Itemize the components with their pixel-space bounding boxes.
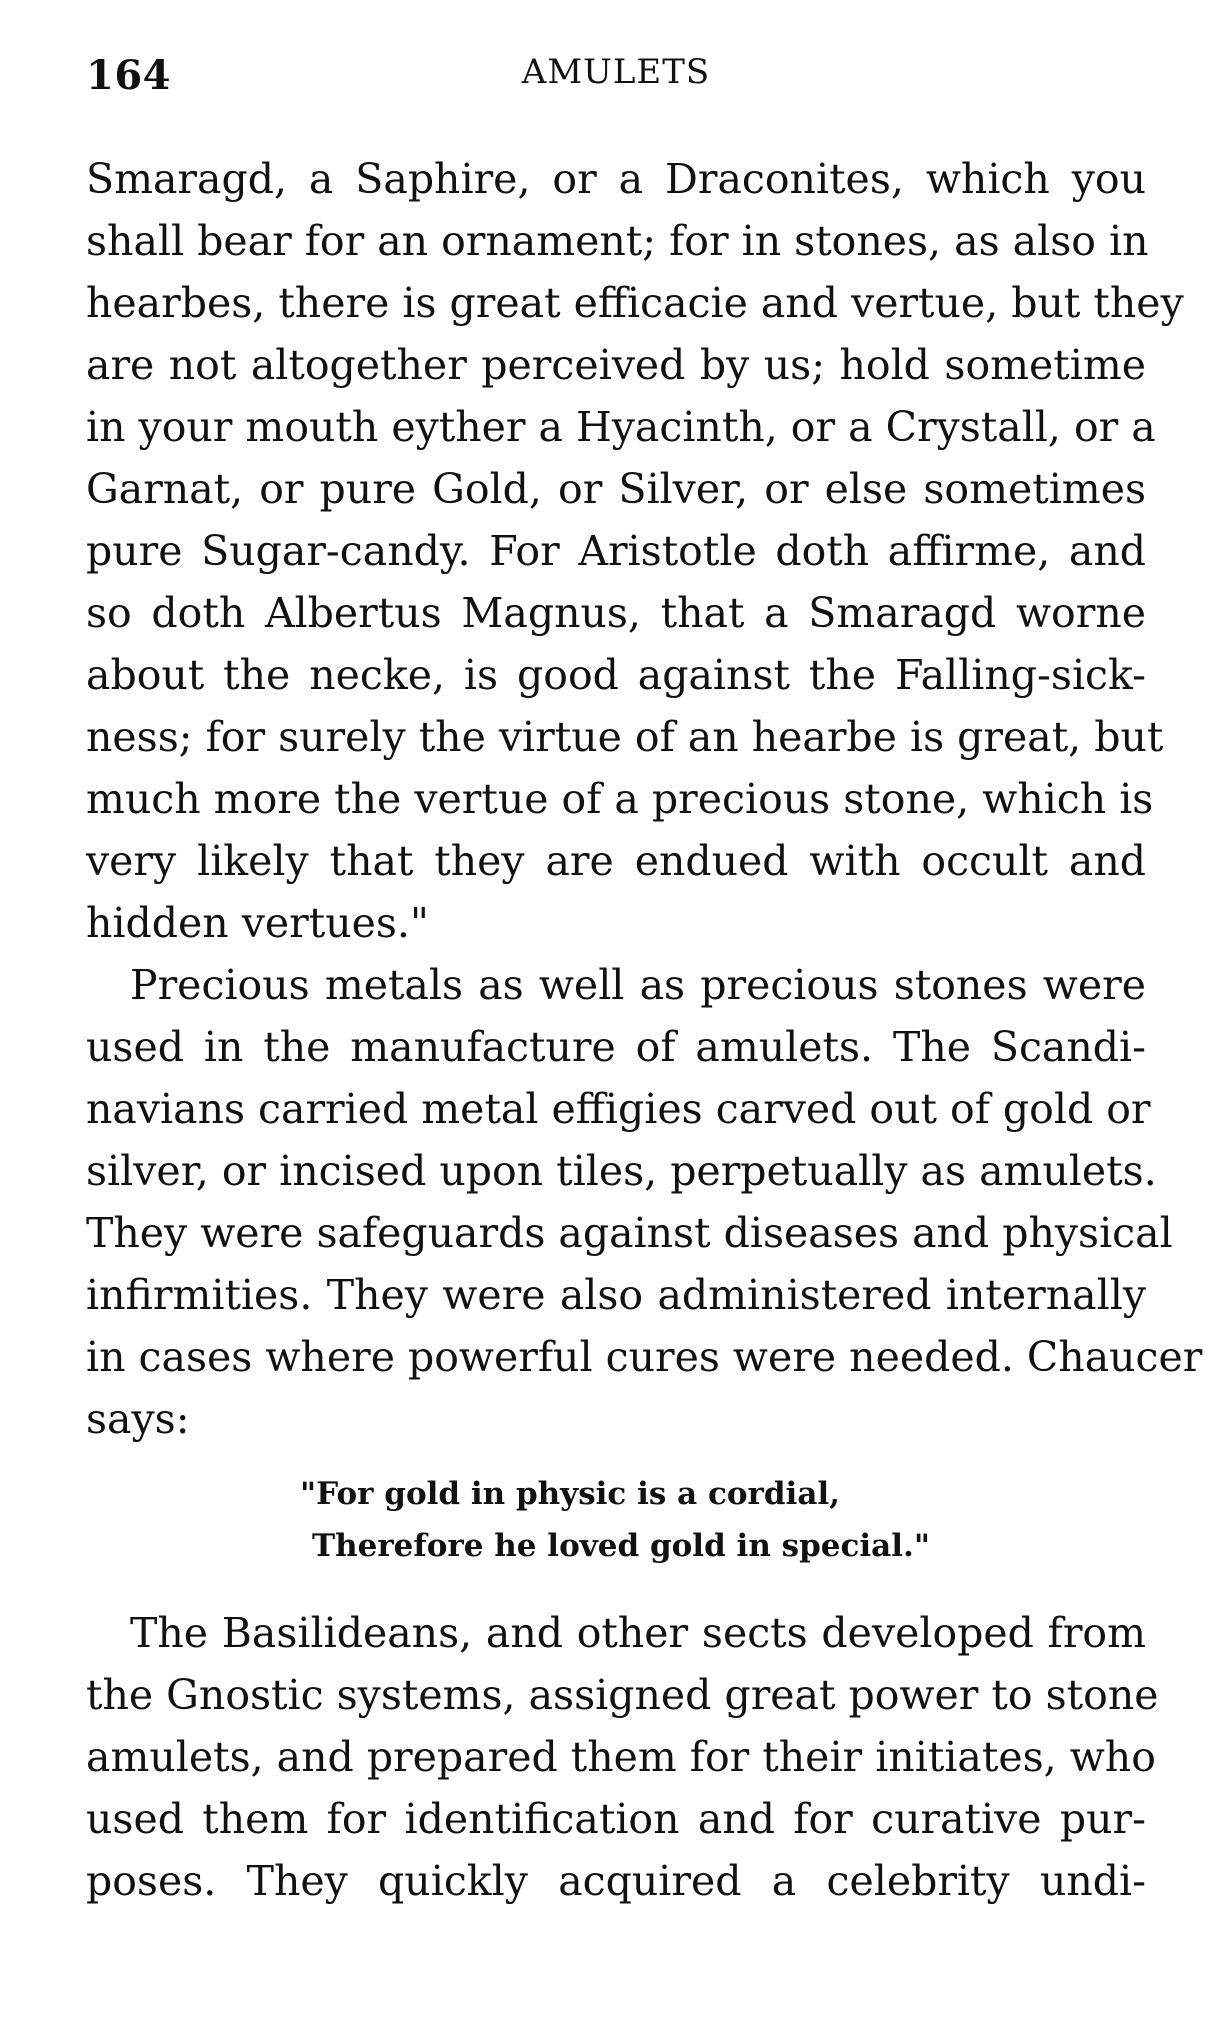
running-head: AMULETS bbox=[521, 52, 711, 92]
text-line: amulets, and prepared them for their initiates, who bbox=[86, 1733, 1156, 1781]
page-header bbox=[86, 52, 1146, 102]
text-line: shall bear for an ornament; for in stones, as also in bbox=[86, 217, 1149, 265]
text-line: They were safeguards against diseases and physical bbox=[86, 1209, 1173, 1257]
verse-line: "For gold in physic is a cordial, bbox=[300, 1476, 840, 1512]
text-line: ness; for surely the virtue of an hearbe is great, but bbox=[86, 713, 1164, 761]
text-line: infirmities. They were also administered internally bbox=[86, 1271, 1146, 1319]
text-line: pure Sugar-candy. For Aristotle doth affirme, and bbox=[86, 527, 1146, 575]
paragraph-2 bbox=[86, 954, 1203, 1450]
text-line: navians carried metal effigies carved out of gold or bbox=[86, 1085, 1151, 1133]
paragraph-3 bbox=[86, 1602, 1159, 1912]
text-line: are not altogether perceived by us; hold sometime bbox=[86, 341, 1146, 389]
text-line: much more the vertue of a precious stone, which is bbox=[86, 775, 1154, 823]
text-line: used them for identification and for curative pur- bbox=[86, 1795, 1146, 1843]
text-line: Garnat, or pure Gold, or Silver, or else sometimes bbox=[86, 465, 1146, 513]
verse-line: Therefore he loved gold in special." bbox=[312, 1528, 930, 1564]
text-line: hidden vertues." bbox=[86, 899, 429, 947]
text-line: the Gnostic systems, assigned great power to stone bbox=[86, 1671, 1159, 1719]
text-line: silver, or incised upon tiles, perpetually as amulets. bbox=[86, 1147, 1157, 1195]
text-line: used in the manufacture of amulets. The Scandi- bbox=[86, 1023, 1146, 1071]
text-line: says: bbox=[86, 1395, 190, 1443]
text-line: so doth Albertus Magnus, that a Smaragd worne bbox=[86, 589, 1146, 637]
text-line: in cases where powerful cures were needed. Chaucer bbox=[86, 1333, 1203, 1381]
text-line: Precious metals as well as precious stones were bbox=[130, 961, 1146, 1009]
paragraph-1 bbox=[86, 148, 1184, 954]
page-number: 164 bbox=[86, 52, 171, 99]
text-line: in your mouth eyther a Hyacinth, or a Crystall, or a bbox=[86, 403, 1156, 451]
text-line: about the necke, is good against the Falling-sick- bbox=[86, 651, 1146, 699]
text-line: poses. They quickly acquired a celebrity undi- bbox=[86, 1857, 1146, 1905]
text-line: hearbes, there is great efficacie and vertue, but they bbox=[86, 279, 1184, 327]
text-line: very likely that they are endued with occult and bbox=[86, 837, 1146, 885]
verse-quote bbox=[86, 1468, 1146, 1572]
body-text bbox=[86, 148, 1203, 1912]
text-line: Smaragd, a Saphire, or a Draconites, which you bbox=[86, 155, 1146, 203]
text-line: The Basilideans, and other sects developed from bbox=[130, 1609, 1146, 1657]
